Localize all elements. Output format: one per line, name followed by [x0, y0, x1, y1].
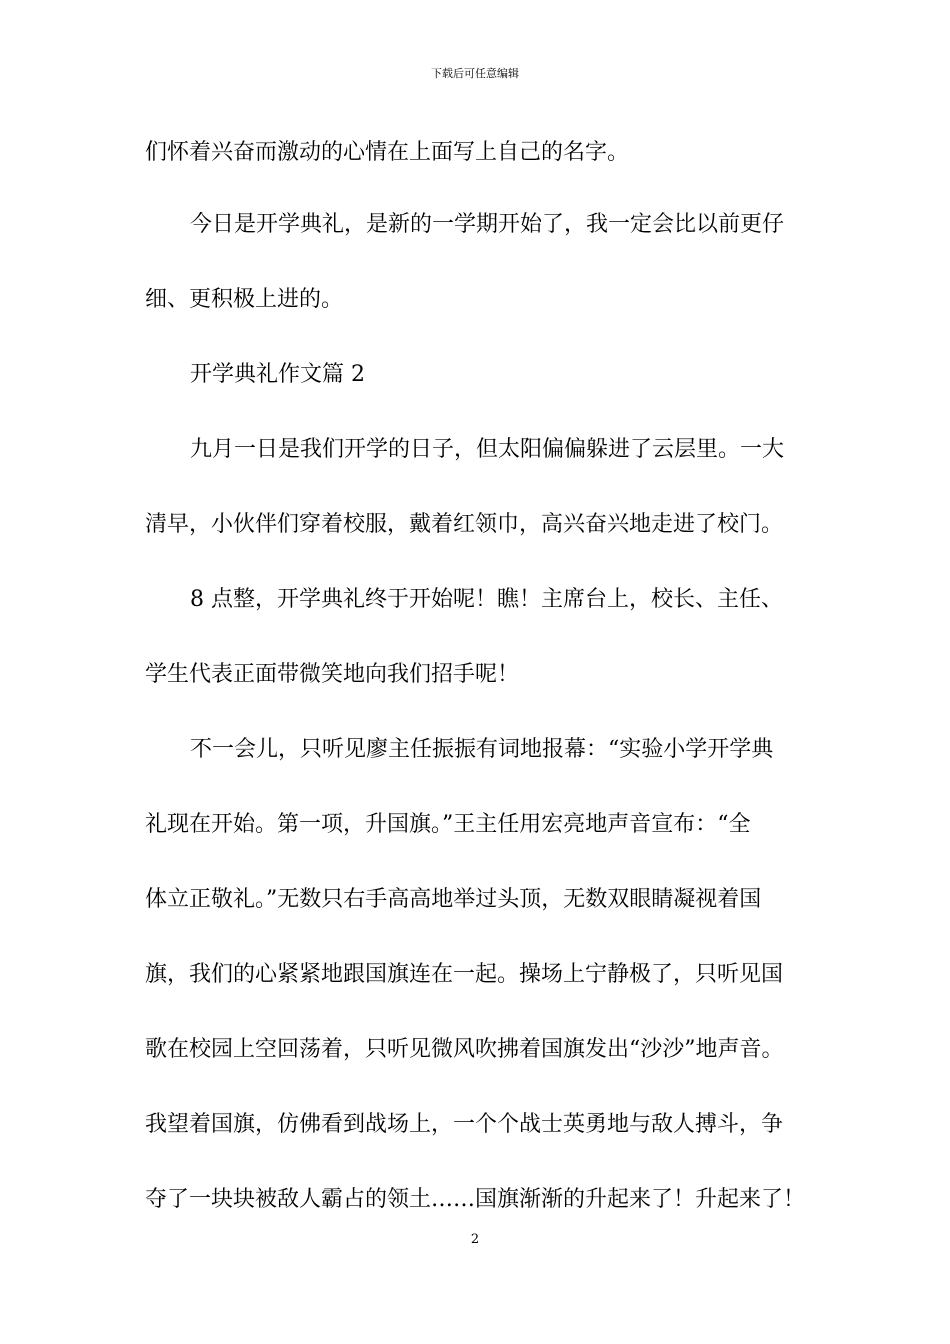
paragraph-first-line: 今日是开学典礼，是新的一学期开始了，我一定会比以前更仔: [190, 212, 785, 237]
text-line: 我望着国旗，仿佛看到战场上，一个个战士英勇地与敌人搏斗，争: [145, 1112, 784, 1137]
paragraph-first-line: 不一会儿，只听见廖主任振振有词地报幕：“实验小学开学典: [190, 737, 774, 762]
text-line: 细、更积极上进的。: [145, 287, 344, 312]
text-line: 清早，小伙伴们穿着校服，戴着红领巾，高兴奋兴地走进了校门。: [145, 512, 784, 537]
text-line: 歌在校园上空回荡着，只听见微风吹拂着国旗发出“沙沙”地声音。: [145, 1037, 784, 1062]
text-line: 旗，我们的心紧紧地跟国旗连在一起。操场上宁静极了，只听见国: [145, 962, 784, 987]
paragraph-first-line: 8 点整，开学典礼终于开始呢！瞧！主席台上，校长、主任、: [190, 587, 783, 612]
page-number: 2: [470, 1232, 480, 1247]
text-line: 礼现在开始。第一项，升国旗。”王主任用宏亮地声音宣布：“全: [145, 812, 751, 837]
text-line: 体立正敬礼。”无数只右手高高地举过头顶，无数双眼睛凝视着国: [145, 887, 762, 912]
page-header: 下载后可任意编辑: [431, 67, 519, 80]
paragraph-first-line: 九月一日是我们开学的日子，但太阳偏偏躲进了云层里。一大: [190, 437, 785, 462]
section-heading: 开学典礼作文篇 2: [190, 362, 365, 387]
text-line: 夺了一块块被敌人霸占的领土……国旗渐渐的升起来了！升起来了！: [145, 1187, 806, 1212]
text-line: 学生代表正面带微笑地向我们招手呢！: [145, 662, 520, 687]
text-line: 们怀着兴奋而激动的心情在上面写上自己的名字。: [145, 140, 630, 165]
